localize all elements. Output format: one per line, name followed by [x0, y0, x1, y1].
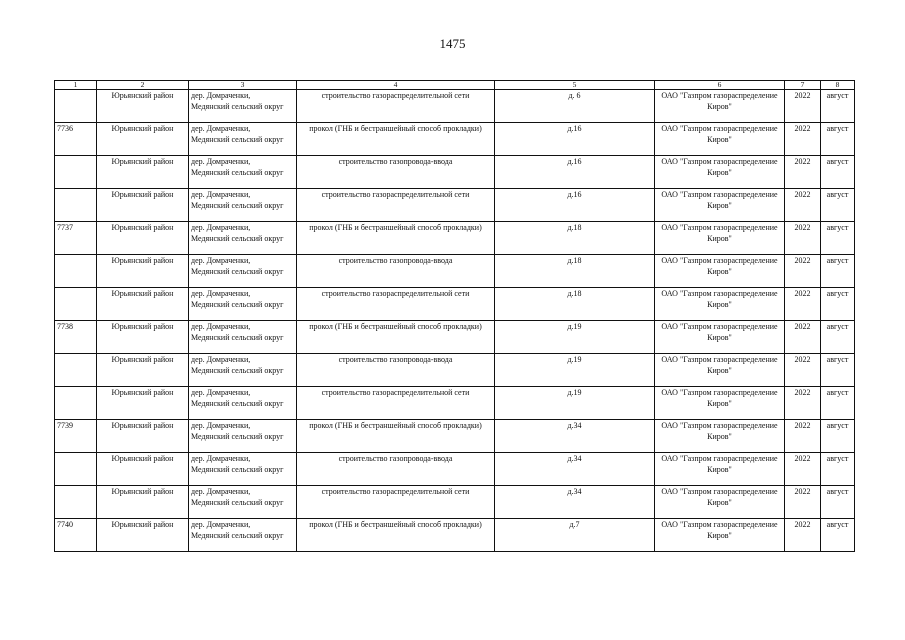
organization-line: ОАО "Газпром газораспределение	[661, 190, 778, 199]
locality-cell	[189, 453, 297, 486]
column-number: 7	[785, 81, 821, 90]
year-cell: 2022	[785, 387, 821, 420]
table-row	[55, 453, 855, 486]
row-number-cell: 7736	[55, 123, 97, 156]
locality-line: дер. Домраченки,	[191, 124, 251, 133]
work-type-cell: строительство газопровода-ввода	[297, 156, 495, 189]
row-number-cell	[55, 189, 97, 222]
row-number-cell: 7737	[55, 222, 97, 255]
row-number-cell: 7739	[55, 420, 97, 453]
column-number: 4	[297, 81, 495, 90]
locality-line: дер. Домраченки,	[191, 322, 251, 331]
locality-cell	[189, 90, 297, 123]
locality-line: Медянский сельский округ	[191, 333, 284, 342]
table-row	[55, 123, 855, 156]
year-cell: 2022	[785, 222, 821, 255]
locality-line: дер. Домраченки,	[191, 223, 251, 232]
house-cell: д.19	[495, 321, 655, 354]
organization-line: Киров"	[707, 333, 732, 342]
year-cell: 2022	[785, 420, 821, 453]
organization-line: ОАО "Газпром газораспределение	[661, 487, 778, 496]
table-row	[55, 486, 855, 519]
row-number-cell	[55, 288, 97, 321]
month-cell: август	[821, 288, 855, 321]
organization-line: Киров"	[707, 234, 732, 243]
locality-line: дер. Домраченки,	[191, 289, 251, 298]
column-number: 3	[189, 81, 297, 90]
locality-cell	[189, 288, 297, 321]
table-row	[55, 321, 855, 354]
work-type-cell: строительство газопровода-ввода	[297, 453, 495, 486]
row-number-cell	[55, 90, 97, 123]
table-row	[55, 90, 855, 123]
organization-line: Киров"	[707, 300, 732, 309]
organization-line: Киров"	[707, 102, 732, 111]
organization-cell	[655, 519, 785, 552]
locality-cell	[189, 387, 297, 420]
district-cell: Юрьянский район	[97, 156, 189, 189]
house-cell: д.18	[495, 288, 655, 321]
locality-line: дер. Домраченки,	[191, 190, 251, 199]
locality-line: дер. Домраченки,	[191, 388, 251, 397]
month-cell: август	[821, 189, 855, 222]
locality-line: Медянский сельский округ	[191, 201, 284, 210]
locality-line: Медянский сельский округ	[191, 135, 284, 144]
locality-line: Медянский сельский округ	[191, 498, 284, 507]
year-cell: 2022	[785, 519, 821, 552]
organization-cell	[655, 453, 785, 486]
year-cell: 2022	[785, 123, 821, 156]
organization-cell	[655, 123, 785, 156]
table-row	[55, 519, 855, 552]
organization-cell	[655, 255, 785, 288]
work-type-cell: строительство газораспределительной сети	[297, 288, 495, 321]
work-type-cell: прокол (ГНБ и бестраншейный способ прокладки)	[297, 519, 495, 552]
organization-cell	[655, 321, 785, 354]
month-cell: август	[821, 519, 855, 552]
year-cell: 2022	[785, 90, 821, 123]
organization-line: Киров"	[707, 168, 732, 177]
column-number: 8	[821, 81, 855, 90]
month-cell: август	[821, 222, 855, 255]
house-cell: д.34	[495, 486, 655, 519]
month-cell: август	[821, 255, 855, 288]
locality-cell	[189, 519, 297, 552]
house-cell: д.34	[495, 420, 655, 453]
locality-line: Медянский сельский округ	[191, 300, 284, 309]
organization-line: ОАО "Газпром газораспределение	[661, 355, 778, 364]
house-cell: д.18	[495, 222, 655, 255]
table-row	[55, 354, 855, 387]
year-cell: 2022	[785, 255, 821, 288]
work-type-cell: строительство газораспределительной сети	[297, 189, 495, 222]
organization-line: ОАО "Газпром газораспределение	[661, 124, 778, 133]
organization-cell	[655, 189, 785, 222]
locality-line: дер. Домраченки,	[191, 421, 251, 430]
locality-cell	[189, 354, 297, 387]
row-number-cell: 7738	[55, 321, 97, 354]
month-cell: август	[821, 420, 855, 453]
work-type-cell: прокол (ГНБ и бестраншейный способ прокладки)	[297, 222, 495, 255]
column-number: 2	[97, 81, 189, 90]
year-cell: 2022	[785, 354, 821, 387]
locality-line: дер. Домраченки,	[191, 487, 251, 496]
organization-cell	[655, 387, 785, 420]
locality-line: Медянский сельский округ	[191, 267, 284, 276]
table-row	[55, 222, 855, 255]
work-type-cell: прокол (ГНБ и бестраншейный способ прокладки)	[297, 321, 495, 354]
organization-line: ОАО "Газпром газораспределение	[661, 157, 778, 166]
organization-cell	[655, 420, 785, 453]
organization-line: ОАО "Газпром газораспределение	[661, 454, 778, 463]
work-type-cell: прокол (ГНБ и бестраншейный способ прокладки)	[297, 420, 495, 453]
organization-line: Киров"	[707, 366, 732, 375]
table-row	[55, 387, 855, 420]
organization-cell	[655, 156, 785, 189]
month-cell: август	[821, 453, 855, 486]
organization-line: Киров"	[707, 432, 732, 441]
locality-line: Медянский сельский округ	[191, 102, 284, 111]
district-cell: Юрьянский район	[97, 354, 189, 387]
month-cell: август	[821, 90, 855, 123]
house-cell: д.16	[495, 123, 655, 156]
table-row	[55, 156, 855, 189]
table-row	[55, 420, 855, 453]
locality-line: дер. Домраченки,	[191, 520, 251, 529]
table-row	[55, 189, 855, 222]
locality-cell	[189, 255, 297, 288]
year-cell: 2022	[785, 288, 821, 321]
work-type-cell: строительство газораспределительной сети	[297, 486, 495, 519]
row-number-cell	[55, 354, 97, 387]
month-cell: август	[821, 123, 855, 156]
year-cell: 2022	[785, 156, 821, 189]
organization-line: ОАО "Газпром газораспределение	[661, 421, 778, 430]
locality-cell	[189, 189, 297, 222]
house-cell: д.34	[495, 453, 655, 486]
district-cell: Юрьянский район	[97, 453, 189, 486]
organization-cell	[655, 354, 785, 387]
table-row	[55, 255, 855, 288]
organization-line: ОАО "Газпром газораспределение	[661, 256, 778, 265]
locality-cell	[189, 156, 297, 189]
district-cell: Юрьянский район	[97, 321, 189, 354]
house-cell: д.16	[495, 156, 655, 189]
locality-line: Медянский сельский округ	[191, 168, 284, 177]
locality-line: Медянский сельский округ	[191, 531, 284, 540]
organization-cell	[655, 90, 785, 123]
district-cell: Юрьянский район	[97, 486, 189, 519]
work-type-cell: строительство газораспределительной сети	[297, 90, 495, 123]
organization-line: Киров"	[707, 498, 732, 507]
district-cell: Юрьянский район	[97, 288, 189, 321]
month-cell: август	[821, 354, 855, 387]
organization-cell	[655, 222, 785, 255]
organization-line: Киров"	[707, 465, 732, 474]
district-cell: Юрьянский район	[97, 387, 189, 420]
house-cell: д.19	[495, 354, 655, 387]
district-cell: Юрьянский район	[97, 255, 189, 288]
organization-line: Киров"	[707, 531, 732, 540]
row-number-cell	[55, 156, 97, 189]
locality-line: Медянский сельский округ	[191, 465, 284, 474]
year-cell: 2022	[785, 321, 821, 354]
locality-cell	[189, 123, 297, 156]
month-cell: август	[821, 156, 855, 189]
organization-line: Киров"	[707, 399, 732, 408]
district-cell: Юрьянский район	[97, 420, 189, 453]
organization-line: ОАО "Газпром газораспределение	[661, 520, 778, 529]
row-number-cell	[55, 255, 97, 288]
district-cell: Юрьянский район	[97, 189, 189, 222]
year-cell: 2022	[785, 189, 821, 222]
work-type-cell: прокол (ГНБ и бестраншейный способ прокладки)	[297, 123, 495, 156]
organization-line: Киров"	[707, 135, 732, 144]
locality-line: дер. Домраченки,	[191, 355, 251, 364]
column-number: 5	[495, 81, 655, 90]
month-cell: август	[821, 321, 855, 354]
organization-line: ОАО "Газпром газораспределение	[661, 388, 778, 397]
row-number-cell: 7740	[55, 519, 97, 552]
locality-line: Медянский сельский округ	[191, 366, 284, 375]
work-type-cell: строительство газопровода-ввода	[297, 354, 495, 387]
organization-line: ОАО "Газпром газораспределение	[661, 223, 778, 232]
works-table	[54, 80, 855, 552]
house-cell: д.16	[495, 189, 655, 222]
locality-line: дер. Домраченки,	[191, 256, 251, 265]
year-cell: 2022	[785, 486, 821, 519]
locality-line: дер. Домраченки,	[191, 157, 251, 166]
month-cell: август	[821, 387, 855, 420]
locality-cell	[189, 321, 297, 354]
page-number: 1475	[439, 36, 466, 51]
house-cell: д.7	[495, 519, 655, 552]
locality-cell	[189, 486, 297, 519]
locality-cell	[189, 222, 297, 255]
column-number: 6	[655, 81, 785, 90]
district-cell: Юрьянский район	[97, 222, 189, 255]
locality-line: дер. Домраченки,	[191, 91, 251, 100]
district-cell: Юрьянский район	[97, 519, 189, 552]
organization-line: ОАО "Газпром газораспределение	[661, 322, 778, 331]
table-body	[55, 81, 855, 552]
house-cell: д. 6	[495, 90, 655, 123]
row-number-cell	[55, 486, 97, 519]
district-cell: Юрьянский район	[97, 90, 189, 123]
organization-cell	[655, 288, 785, 321]
district-cell: Юрьянский район	[97, 123, 189, 156]
row-number-cell	[55, 387, 97, 420]
table-row	[55, 288, 855, 321]
organization-line: ОАО "Газпром газораспределение	[661, 289, 778, 298]
column-number-row	[55, 81, 855, 90]
organization-line: ОАО "Газпром газораспределение	[661, 91, 778, 100]
row-number-cell	[55, 453, 97, 486]
work-type-cell: строительство газопровода-ввода	[297, 255, 495, 288]
locality-cell	[189, 420, 297, 453]
locality-line: Медянский сельский округ	[191, 234, 284, 243]
locality-line: Медянский сельский округ	[191, 432, 284, 441]
house-cell: д.18	[495, 255, 655, 288]
locality-line: Медянский сельский округ	[191, 399, 284, 408]
month-cell: август	[821, 486, 855, 519]
organization-line: Киров"	[707, 267, 732, 276]
organization-cell	[655, 486, 785, 519]
column-number: 1	[55, 81, 97, 90]
work-type-cell: строительство газораспределительной сети	[297, 387, 495, 420]
organization-line: Киров"	[707, 201, 732, 210]
house-cell: д.19	[495, 387, 655, 420]
locality-line: дер. Домраченки,	[191, 454, 251, 463]
year-cell: 2022	[785, 453, 821, 486]
